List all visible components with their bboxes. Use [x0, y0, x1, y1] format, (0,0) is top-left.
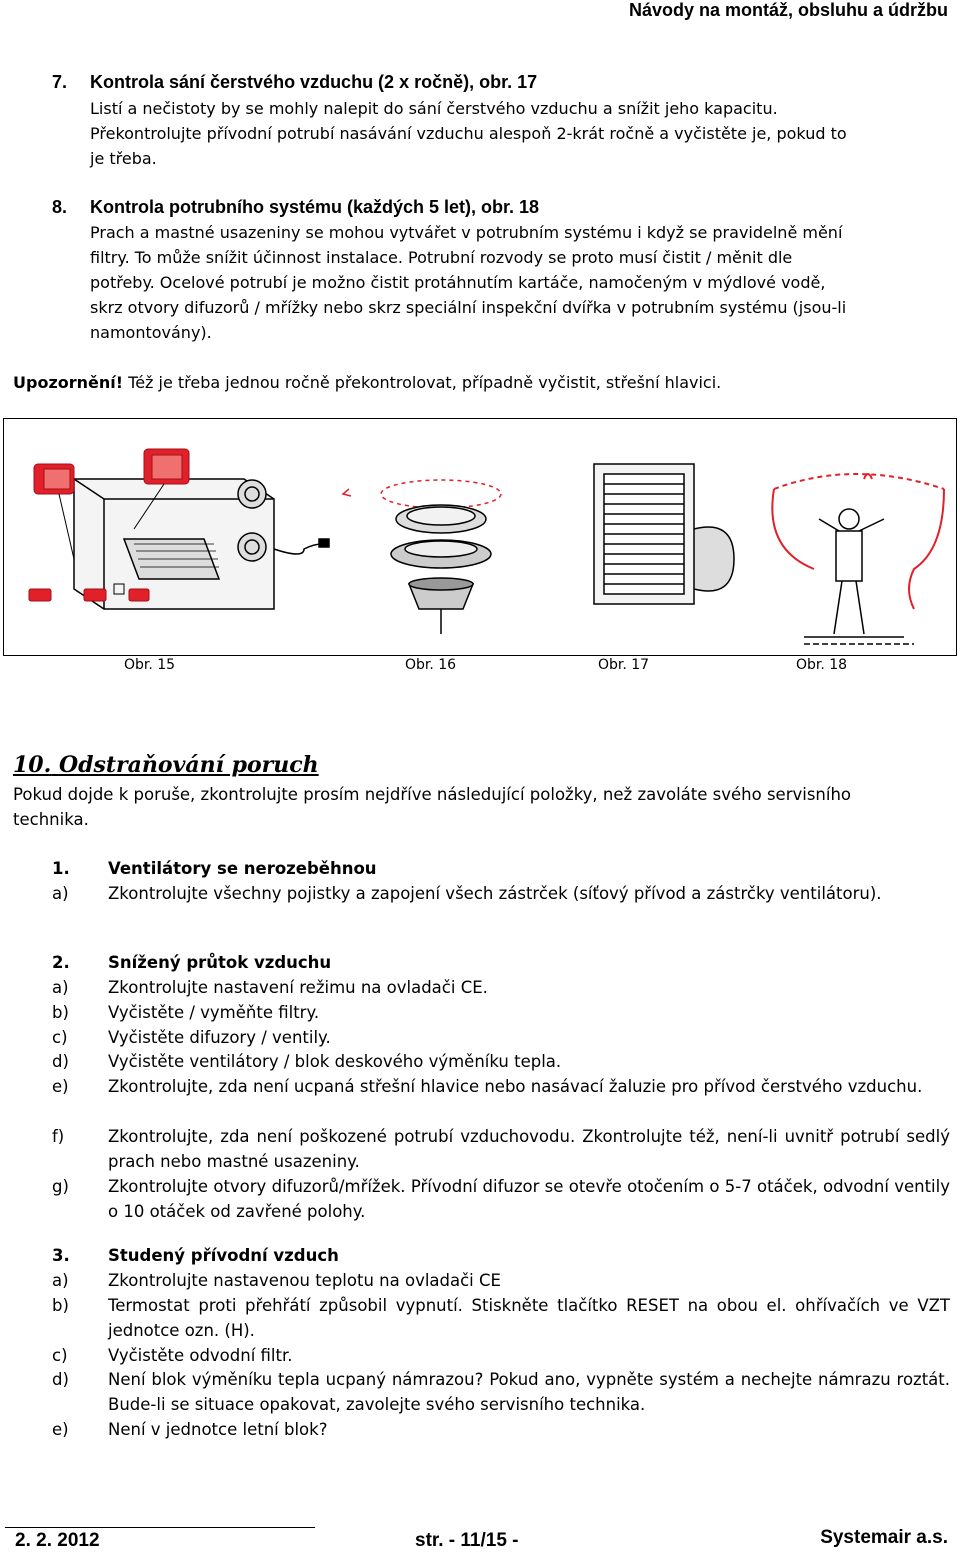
section-7-number: 7. — [52, 72, 68, 92]
diffuser-illustration — [343, 480, 501, 634]
section-8-number: 8. — [52, 197, 68, 217]
item-marker: d) — [52, 1370, 69, 1389]
item-marker: c) — [52, 1346, 68, 1365]
figures-illustration — [4, 419, 956, 655]
group-3-marker: 3. — [52, 1246, 70, 1265]
group-2-heading — [52, 950, 950, 975]
ventilation-unit-illustration — [74, 479, 329, 609]
section-8-line-4: skrz otvory difuzorů / mřížky nebo skrz speciální inspekční dvířka v potrubním systému (jsou-li — [90, 298, 847, 317]
section-8-line-2: filtry. To může snížit účinnost instalace. Potrubní rozvody se proto musí čistit / měnit dle — [90, 248, 793, 267]
section-8-title: Kontrola potrubního systému (každých 5 let), obr. 18 — [90, 197, 540, 217]
item-text: Zkontrolujte, zda není poškozené potrubí vzduchovodu. Zkontrolujte též, není-li uvnitř potrubí sedlý prach nebo mastné usazeniny. — [108, 1127, 950, 1171]
item-marker: b) — [52, 1296, 69, 1315]
figure-caption-16: Obr. 16 — [405, 657, 457, 673]
item-text: Zkontrolujte nastavenou teplotu na ovladači CE — [108, 1271, 501, 1290]
item-marker: e) — [52, 1077, 69, 1096]
warning-text: Též je třeba jednou ročně překontrolovat, případně vyčistit, střešní hlavici. — [128, 373, 722, 392]
group-2-marker: 2. — [52, 953, 70, 972]
list-item — [52, 1174, 950, 1224]
item-marker: a) — [52, 1271, 69, 1290]
list-item — [52, 1074, 950, 1099]
item-marker: d) — [52, 1052, 69, 1071]
section-10-title: Odstraňování poruch — [58, 752, 319, 778]
group-1-title: Ventilátory se nerozeběhnou — [108, 859, 377, 878]
group-1-heading — [52, 856, 950, 881]
item-marker: a) — [52, 884, 69, 903]
group-3-title: Studený přívodní vzduch — [108, 1246, 339, 1265]
section-7-line-1: Listí a nečistoty by se mohly nalepit do sání čerstvého vzduchu a snížit jeho kapacitu. — [90, 99, 778, 118]
list-item — [52, 881, 950, 906]
list-item — [52, 1124, 950, 1174]
item-text: Termostat proti přehřátí způsobil vypnutí. Stiskněte tlačítko RESET na obou el. ohřívačích ve VZT jednotce ozn. (H). — [108, 1296, 950, 1340]
section-8-line-1: Prach a mastné usazeniny se mohou vytvářet v potrubním systému i když se pravidelně mění — [90, 223, 843, 242]
section-10-number: 10. — [13, 752, 52, 778]
item-text: Vyčistěte odvodní filtr. — [108, 1346, 293, 1365]
worker-figure — [804, 509, 914, 644]
list-item — [52, 975, 950, 1000]
item-text: Zkontrolujte otvory difuzorů/mřížek. Přívodní difuzor se otevře otočením o 5-7 otáček, odvodní ventily o 10 otáček od zavřené polohy. — [108, 1177, 950, 1221]
item-text: Vyčistěte difuzory / ventily. — [108, 1028, 331, 1047]
figure-caption-18: Obr. 18 — [796, 657, 848, 673]
footer-date: 2. 2. 2012 — [15, 1530, 100, 1551]
louvre-grille-illustration — [594, 464, 734, 604]
section-10-heading — [13, 752, 319, 778]
group-3-heading — [52, 1243, 950, 1268]
item-marker: e) — [52, 1420, 69, 1439]
item-marker: b) — [52, 1003, 69, 1022]
footer-page-number: str. - 11/15 - — [415, 1530, 519, 1551]
item-marker: c) — [52, 1028, 68, 1047]
warning-paragraph — [13, 370, 721, 395]
list-item — [52, 1343, 950, 1368]
item-text: Vyčistěte / vyměňte filtry. — [108, 1003, 320, 1022]
figure-caption-15: Obr. 15 — [124, 657, 176, 673]
section-10-intro-line-2: technika. — [13, 810, 89, 829]
section-7-line-3: je třeba. — [90, 149, 157, 168]
list-item — [52, 1417, 950, 1442]
section-10-intro-line-1: Pokud dojde k poruše, zkontrolujte prosím nejdříve následující položky, než zavoláte svého servisního — [13, 785, 852, 804]
item-marker: a) — [52, 978, 69, 997]
list-item — [52, 1025, 950, 1050]
footer-company: Systemair a.s. — [820, 1527, 948, 1548]
section-8-line-5: namontovány). — [90, 323, 212, 342]
item-text: Zkontrolujte, zda není ucpaná střešní hlavice nebo nasávací žaluzie pro přívod čerstvého vzduchu. — [108, 1077, 923, 1096]
list-item — [52, 1049, 950, 1074]
footer-rule — [5, 1527, 315, 1528]
figure-caption-17: Obr. 17 — [598, 657, 650, 673]
group-2-title: Snížený průtok vzduchu — [108, 953, 332, 972]
warning-label: Upozornění! — [13, 373, 124, 392]
section-7-line-2: Překontrolujte přívodní potrubí nasávání vzduchu alespoň 2-krát ročně a vyčistěte je, pokud to — [90, 124, 847, 143]
item-text: Zkontrolujte všechny pojistky a zapojení všech zástrček (síťový přívod a zástrčky ventilátoru). — [108, 884, 882, 903]
list-item — [52, 1000, 950, 1025]
group-1-marker: 1. — [52, 859, 70, 878]
item-text: Není blok výměníku tepla ucpaný námrazou? Pokud ano, vypněte systém a nechejte námrazu roztát. Bude-li se situace opakovat, zavolejte svého servisního technika. — [108, 1370, 950, 1414]
item-text: Zkontrolujte nastavení režimu na ovladači CE. — [108, 978, 488, 997]
section-7-title: Kontrola sání čerstvého vzduchu (2 x ročně), obr. 17 — [90, 72, 538, 92]
figures-panel — [3, 418, 957, 656]
item-marker: f) — [52, 1127, 65, 1146]
item-text: Vyčistěte ventilátory / blok deskového výměníku tepla. — [108, 1052, 562, 1071]
list-item — [52, 1268, 950, 1293]
item-text: Není v jednotce letní blok? — [108, 1420, 328, 1439]
section-8-line-3: potřeby. Ocelové potrubí je možno čistit protáhnutím kartáče, namočeným v mýdlové vodě, — [90, 273, 826, 292]
item-marker: g) — [52, 1177, 69, 1196]
document-header-title: Návody na montáž, obsluhu a údržbu — [628, 0, 948, 20]
list-item — [52, 1367, 950, 1417]
list-item — [52, 1293, 950, 1343]
